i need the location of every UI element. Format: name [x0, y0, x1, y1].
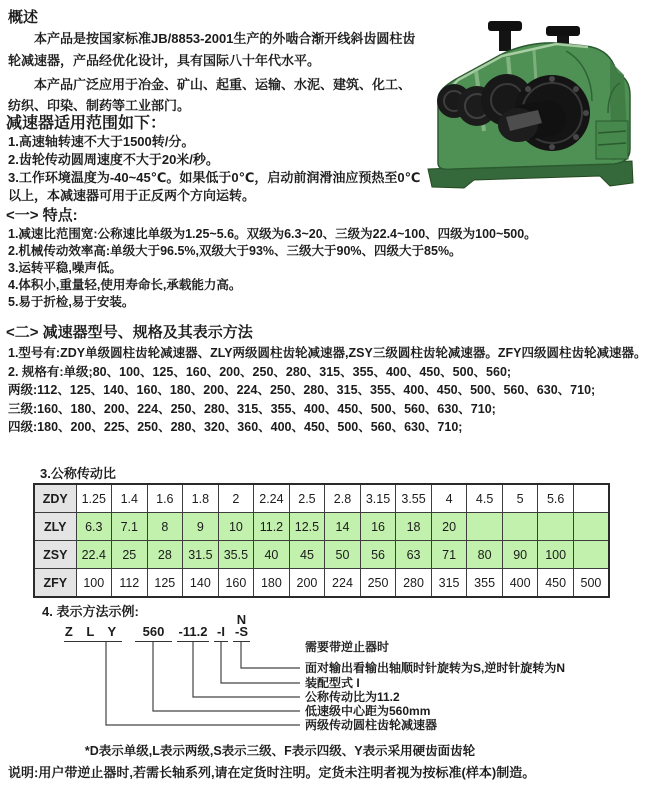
- overview-paragraph-2: 本产品广泛应用于冶金、矿山、起重、运输、水泥、建筑、化工、纺织、印染、制药等工业部门。: [8, 77, 412, 113]
- center-distance-segment: 560: [135, 625, 172, 642]
- ratio-cell: 8: [147, 513, 183, 541]
- ratio-cell: [502, 513, 538, 541]
- ratio-cell: 4.5: [467, 484, 503, 513]
- ratio-cell: [573, 541, 609, 569]
- ratio-cell: 90: [502, 541, 538, 569]
- ratio-cell: 18: [396, 513, 432, 541]
- overview-paragraph-1: 本产品是按国家标准JB/8853-2001生产的外啮合渐开线斜齿圆柱齿轮减速器，产品经优化设计，具有国际八十年代水平。: [8, 31, 416, 68]
- models-line: 1.型号有:ZDY单级圆柱齿轮减速器、ZLY两级圆柱齿轮减速器,ZSY三级圆柱齿轮减速器。ZFY四级圆柱齿轮减速器。: [8, 346, 647, 360]
- ratio-cell: 500: [573, 569, 609, 598]
- features-list: [8, 226, 646, 311]
- ratio-model-cell: ZDY: [34, 484, 76, 513]
- ratio-cell: 35.5: [218, 541, 254, 569]
- assembly-segment: -I: [214, 625, 228, 642]
- ratio-cell: 112: [112, 569, 148, 598]
- scope-item: 3.工作环境温度为-40~45℃。如果低于0℃，启动前润滑油应预热至0℃以上，本减速器可用于正反两个方向运转。: [8, 170, 421, 203]
- ratio-cell: 1.8: [183, 484, 219, 513]
- scope-list: [8, 133, 426, 205]
- ratio-cell: 100: [538, 541, 574, 569]
- models-line: 三级:160、180、200、224、250、280、315、355、400、450、500、560、630、710;: [8, 401, 496, 416]
- ratio-cell: 45: [289, 541, 325, 569]
- ratio-model-cell: ZLY: [34, 513, 76, 541]
- models-heading: <二> 减速器型号、规格及其表示方法: [6, 324, 253, 341]
- designation-diagram: [0, 612, 648, 747]
- ratio-cell: 1.4: [112, 484, 148, 513]
- ratio-cell: 250: [360, 569, 396, 598]
- ratio-table-row: [34, 541, 609, 569]
- center-distance-label: 低速级中心距为560mm: [305, 704, 431, 718]
- ratio-cell: 315: [431, 569, 467, 598]
- ratio-cell: 25: [112, 541, 148, 569]
- ratio-cell: 50: [325, 541, 361, 569]
- scope-item: 1.高速轴转速不大于1500转/分。: [8, 134, 195, 149]
- ratio-cell: 1.6: [147, 484, 183, 513]
- ratio-table-row: [34, 569, 609, 598]
- scope-item: 2.齿轮传动圆周速度不大于20米/秒。: [8, 152, 219, 167]
- ratio-table-row: [34, 484, 609, 513]
- models-line: 四级:180、200、225、250、280、320、360、400、450、500、560、630、710;: [8, 420, 463, 434]
- ratio-cell: 40: [254, 541, 290, 569]
- ratio-cell: [573, 484, 609, 513]
- ratio-cell: 5.6: [538, 484, 574, 513]
- rotation-n-label: N: [236, 612, 247, 627]
- ratio-cell: 2.8: [325, 484, 361, 513]
- ratio-cell: 400: [502, 569, 538, 598]
- rotation-segment: -S: [233, 625, 250, 642]
- feature-item: 1.减速比范围宽:公称速比单级为1.25~5.6。双级为6.3~20、三级为22.4~100、四级为100~500。: [8, 227, 537, 241]
- ratio-cell: 4: [431, 484, 467, 513]
- ratio-cell: 125: [147, 569, 183, 598]
- ratio-cell: 14: [325, 513, 361, 541]
- nominal-ratio-table: [33, 483, 610, 598]
- ratio-cell: 100: [76, 569, 112, 598]
- ratio-cell: 6.3: [76, 513, 112, 541]
- ratio-cell: 160: [218, 569, 254, 598]
- ratio-cell: 28: [147, 541, 183, 569]
- ratio-cell: 7.1: [112, 513, 148, 541]
- rotation-direction-label: 面对输出看输出轴顺时针旋转为S,逆时针旋转为N: [305, 661, 566, 675]
- scope-heading: 减速器适用范围如下：: [6, 115, 167, 132]
- model-type-segment: Z L Y: [64, 625, 122, 642]
- ratio-segment: -11.2: [177, 625, 209, 642]
- ratio-cell: 22.4: [76, 541, 112, 569]
- ratio-cell: 9: [183, 513, 219, 541]
- ratio-cell: 3.15: [360, 484, 396, 513]
- ratio-cell: 140: [183, 569, 219, 598]
- ratio-model-cell: ZSY: [34, 541, 76, 569]
- ratio-cell: 10: [218, 513, 254, 541]
- ratio-table-heading: 3.公称传动比: [40, 466, 116, 481]
- ratio-cell: 11.2: [254, 513, 290, 541]
- ratio-cell: 2.24: [254, 484, 290, 513]
- nominal-ratio-label: 公称传动比为11.2: [305, 690, 400, 704]
- ratio-cell: 80: [467, 541, 503, 569]
- assembly-type-label: 装配型式 I: [305, 676, 360, 690]
- ratio-cell: 56: [360, 541, 396, 569]
- ratio-table: [33, 483, 610, 598]
- reducer-type-label: 两级传动圆柱齿轮减速器: [305, 718, 438, 732]
- ordering-note: 说明:用户带逆止器时,若需长轴系列,请在定货时注明。定货未注明者视为按标准(样本)制造。: [8, 765, 536, 780]
- features-heading: <一> 特点:: [6, 207, 78, 224]
- feature-item: 4.体积小,重量轻,使用寿命长,承载能力高。: [8, 278, 242, 292]
- feature-item: 2.机械传动效率高:单级大于96.5%,双级大于93%、三级大于90%、四级大于85%。: [8, 244, 462, 258]
- ratio-cell: 31.5: [183, 541, 219, 569]
- models-lines: [8, 344, 648, 437]
- ratio-cell: 63: [396, 541, 432, 569]
- ratio-cell: 1.25: [76, 484, 112, 513]
- ratio-cell: 450: [538, 569, 574, 598]
- feature-item: 5.易于折检,易于安装。: [8, 295, 135, 309]
- backstop-label: 需要带逆止器时: [305, 640, 390, 654]
- gear-reducer-image: [414, 2, 646, 198]
- ratio-cell: 20: [431, 513, 467, 541]
- ratio-cell: 224: [325, 569, 361, 598]
- ratio-cell: 180: [254, 569, 290, 598]
- overview-heading: 概述: [8, 9, 39, 26]
- ratio-cell: 71: [431, 541, 467, 569]
- ratio-cell: 280: [396, 569, 432, 598]
- models-line: 两级:112、125、140、160、180、200、224、250、280、315、355、400、450、500、560、630、710;: [8, 383, 596, 397]
- ratio-cell: [538, 513, 574, 541]
- ratio-cell: 3.55: [396, 484, 432, 513]
- ratio-cell: 200: [289, 569, 325, 598]
- ratio-table-row: [34, 513, 609, 541]
- designation-heading: 4. 表示方法示例:: [42, 604, 139, 619]
- ratio-cell: [467, 513, 503, 541]
- ratio-cell: 16: [360, 513, 396, 541]
- models-line: 2. 规格有:单级;80、100、125、160、200、250、280、315、355、400、450、500、560;: [8, 364, 512, 379]
- ratio-cell: 355: [467, 569, 503, 598]
- feature-item: 3.运转平稳,噪声低。: [8, 261, 122, 275]
- ratio-cell: 12.5: [289, 513, 325, 541]
- ratio-cell: [573, 513, 609, 541]
- ratio-cell: 5: [502, 484, 538, 513]
- ratio-cell: 2.5: [289, 484, 325, 513]
- ratio-model-cell: ZFY: [34, 569, 76, 598]
- cap-stem: [499, 29, 511, 51]
- ratio-cell: 2: [218, 484, 254, 513]
- designation-footnote: *D表示单级,L表示两级,S表示三级、F表示四级、Y表示采用硬齿面齿轮: [84, 744, 476, 758]
